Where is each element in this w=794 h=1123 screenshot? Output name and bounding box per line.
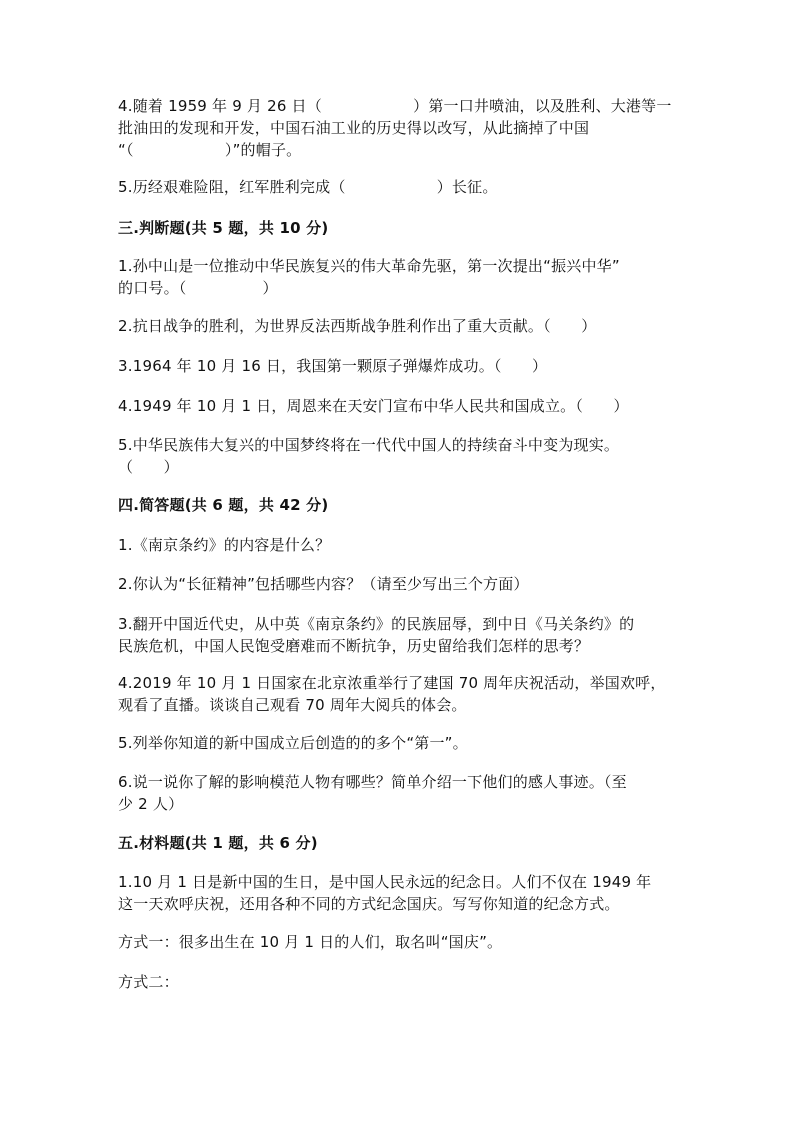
fill-q5: 5.历经艰难险阻，红军胜利完成（ ）长征。 — [118, 178, 498, 196]
short-q6-line-2: 少 2 人） — [118, 795, 184, 813]
judge-q2: 2.抗日战争的胜利，为世界反法西斯战争胜利作出了重大贡献。（ ） — [118, 317, 597, 335]
short-q6-line-1: 6.说一说你了解的影响模范人物有哪些？简单介绍一下他们的感人事迹。（至 — [118, 773, 627, 791]
judge-q1-line-2: 的口号。（ ） — [118, 279, 278, 297]
section-heading-material: 五.材料题(共 1 题，共 6 分) — [118, 834, 318, 852]
short-q2: 2.你认为“长征精神”包括哪些内容？（请至少写出三个方面） — [118, 575, 529, 593]
short-q1: 1.《南京条约》的内容是什么？ — [118, 536, 331, 554]
fill-q4-line-2: 批油田的发现和开发，中国石油工业的历史得以改写，从此摘掉了中国 — [118, 119, 590, 137]
judge-q5-line-1: 5.中华民族伟大复兴的中国梦终将在一代代中国人的持续奋斗中变为现实。 — [118, 436, 620, 454]
fill-q4-line-3: “（ ）”的帽子。 — [118, 141, 302, 159]
material-way-2: 方式二： — [118, 973, 179, 991]
judge-q4: 4.1949 年 10 月 1 日，周恩来在天安门宣布中华人民共和国成立。（ ） — [118, 397, 629, 415]
short-q3-line-2: 民族危机，中国人民饱受磨难而不断抗争，历史留给我们怎样的思考？ — [118, 637, 590, 655]
judge-q5-line-2: （ ） — [118, 458, 179, 476]
section-heading-short-answer: 四.简答题(共 6 题，共 42 分) — [118, 496, 329, 514]
short-q5: 5.列举你知道的新中国成立后创造的的多个“第一”。 — [118, 734, 468, 752]
fill-q4-line-1: 4.随着 1959 年 9 月 26 日（ ）第一口井喷油，以及胜利、大港等一 — [118, 97, 672, 115]
short-q3-line-1: 3.翻开中国近代史，从中英《南京条约》的民族屈辱，到中日《马关条约》的 — [118, 615, 635, 633]
section-heading-judge: 三.判断题(共 5 题，共 10 分) — [118, 219, 329, 237]
material-way-1: 方式一：很多出生在 10 月 1 日的人们，取名叫“国庆”。 — [118, 933, 503, 951]
short-q4-line-1: 4.2019 年 10 月 1 日国家在北京浓重举行了建国 70 周年庆祝活动，举国欢呼， — [118, 674, 666, 692]
short-q4-line-2: 观看了直播。谈谈自己观看 70 周年大阅兵的体会。 — [118, 696, 467, 714]
material-q1-line-1: 1.10 月 1 日是新中国的生日，是中国人民永远的纪念日。人们不仅在 1949 年 — [118, 873, 652, 891]
material-q1-line-2: 这一天欢呼庆祝，还用各种不同的方式纪念国庆。写写你知道的纪念方式。 — [118, 895, 620, 913]
judge-q3: 3.1964 年 10 月 16 日，我国第一颗原子弹爆炸成功。（ ） — [118, 357, 548, 375]
judge-q1-line-1: 1.孙中山是一位推动中华民族复兴的伟大革命先驱，第一次提出“振兴中华” — [118, 257, 620, 275]
